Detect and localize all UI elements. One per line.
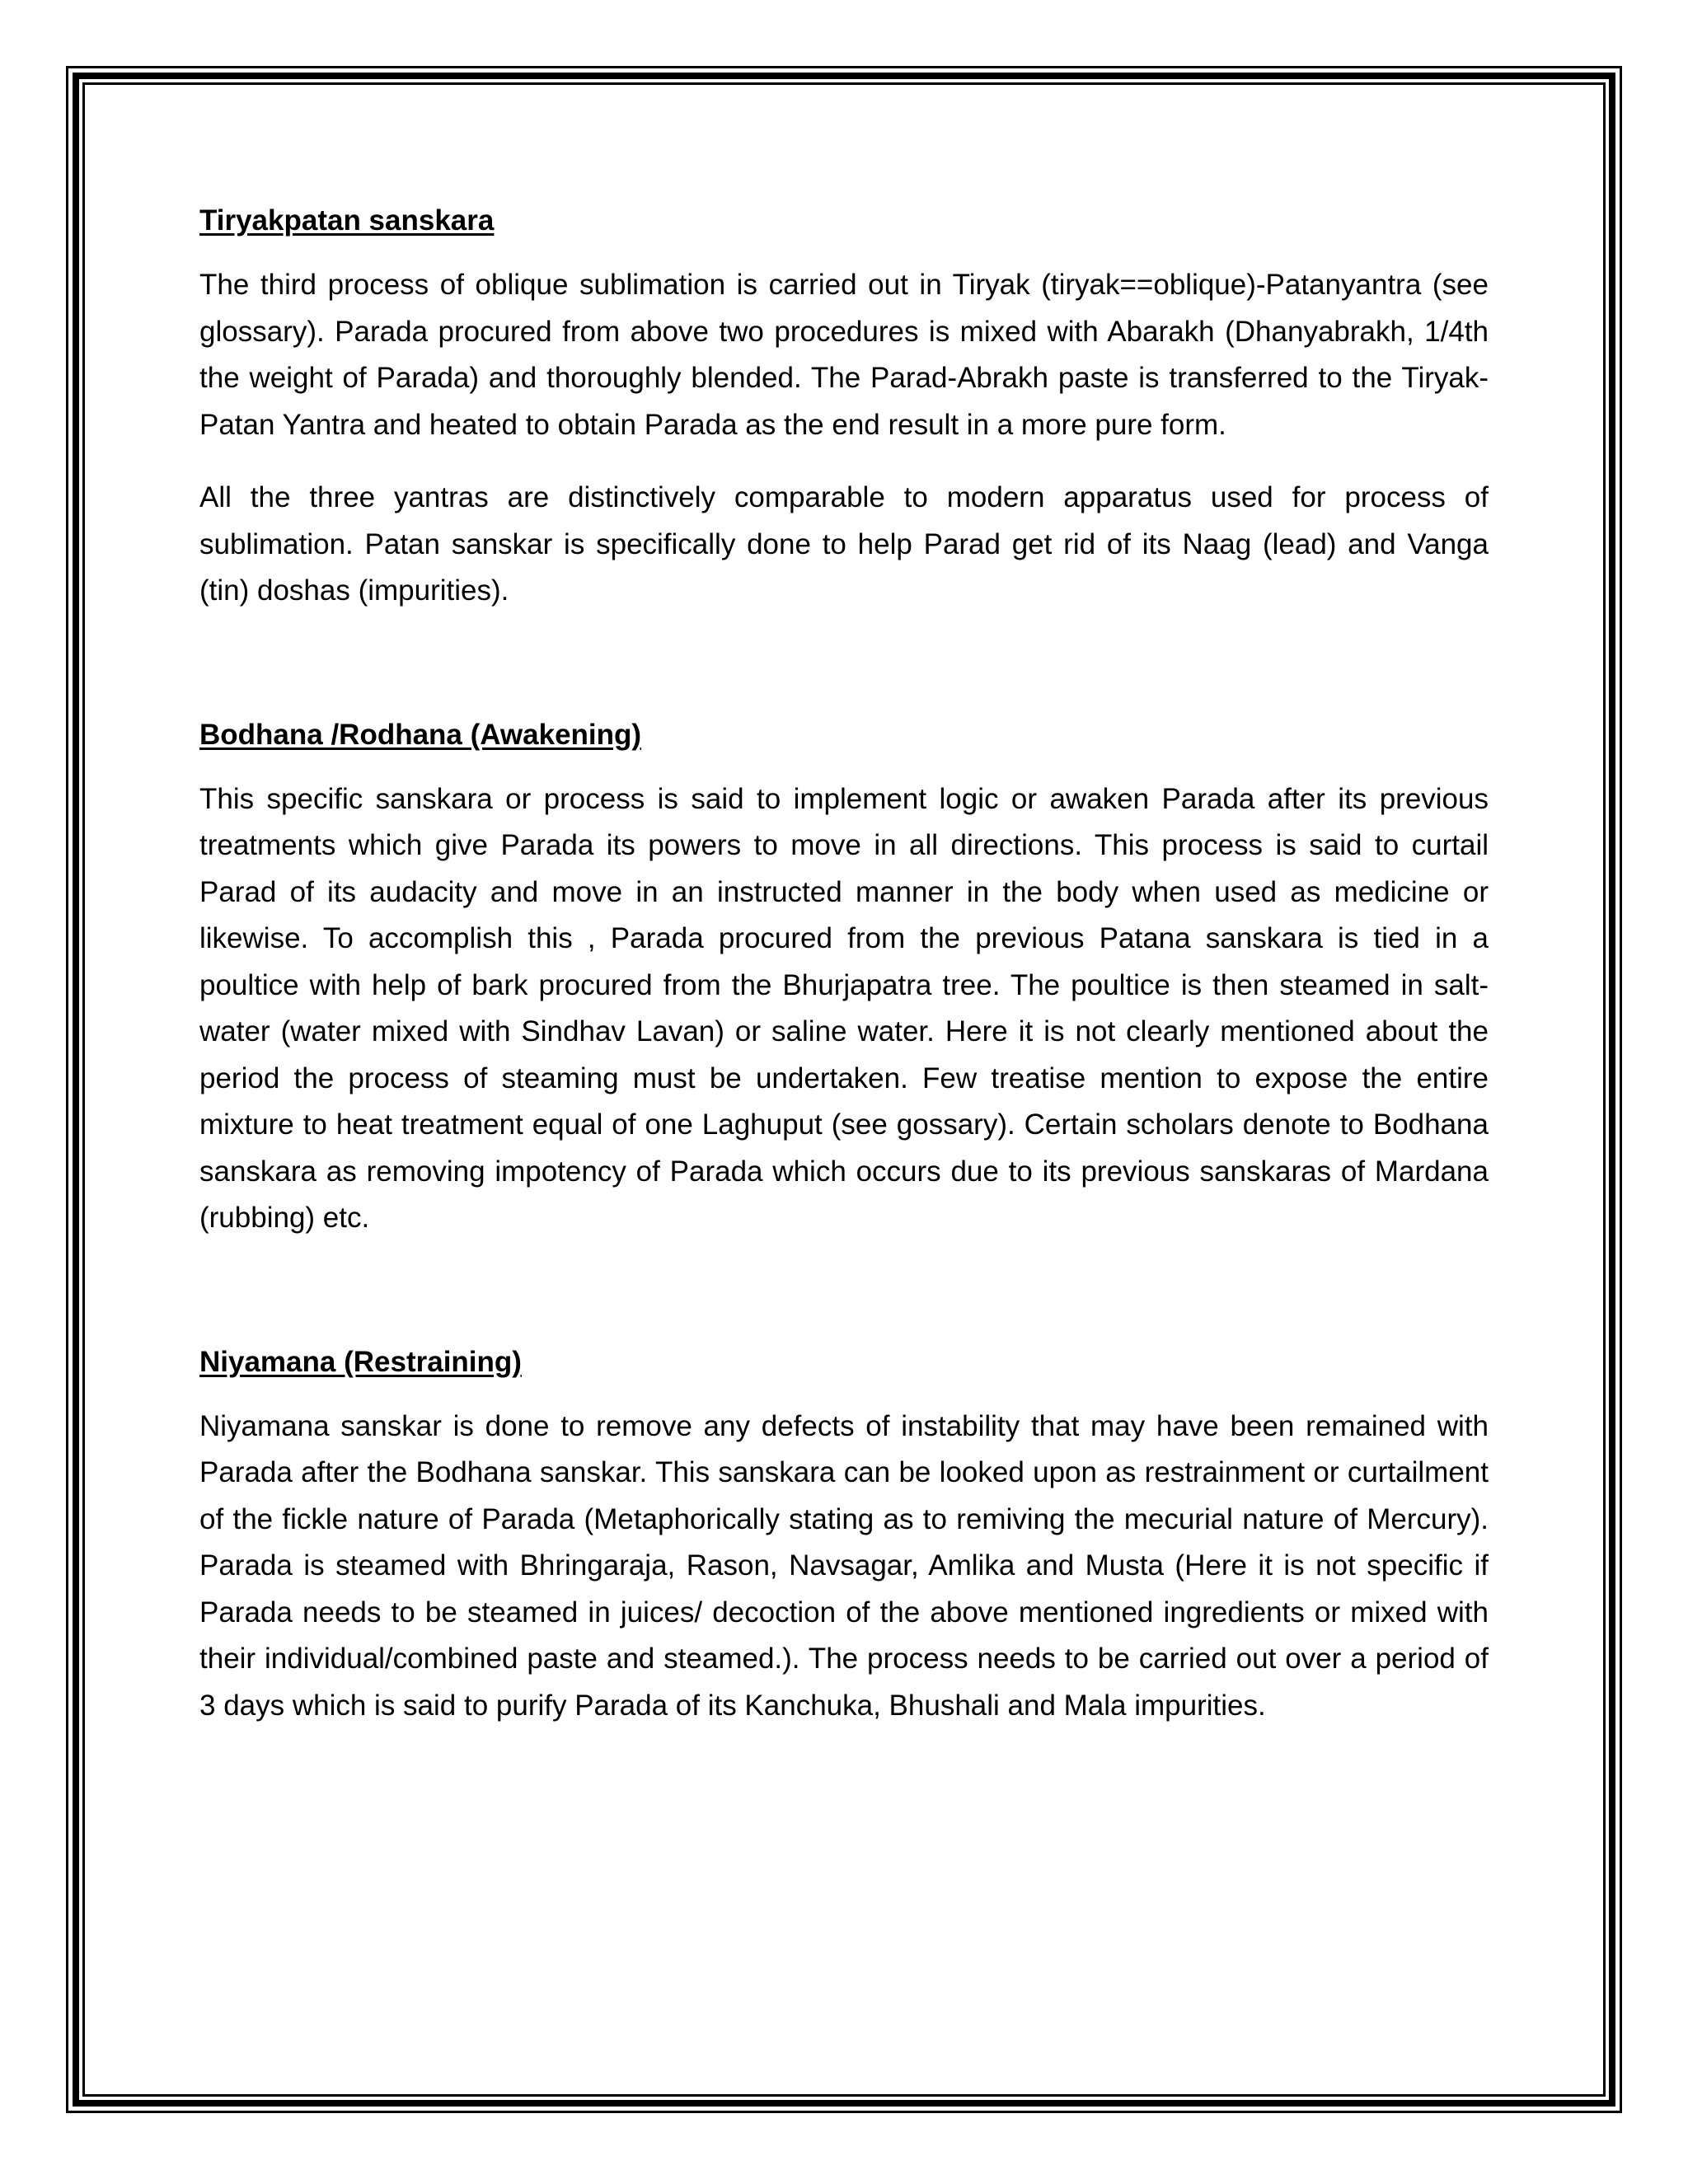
document-body — [199, 198, 1489, 1755]
paragraph: This specific sanskara or process is said to implement logic or awaken Parada after its previous treatments which give Parada its powers to move in all directions. This process is said to curtail Parad of its audacity and move in an instructed manner in the body when used as medicine or likewise. To accomplish this , Parada procured from the previous Patana sanskara is tied in a poultice with help of bark procured from the Bhurjapatra tree. The poultice is then steamed in salt-water (water mixed with Sindhav Lavan) or saline water. Here it is not clearly mentioned about the period the process of steaming must be undertaken. Few treatise mention to expose the entire mixture to heat treatment equal of one Laghuput (see gossary). Certain scholars denote to Bodhana sanskara as removing impotency of Parada which occurs due to its previous sanskaras of Mardana (rubbing) etc. — [199, 782, 1489, 1234]
section-heading: Bodhana /Rodhana (Awakening) — [199, 718, 642, 751]
paragraph: The third process of oblique sublimation is carried out in Tiryak (tiryak==oblique)-Patanyantra (see glossary). Parada procured from above two procedures is mixed with Abarakh (Dhanyabrakh, 1/4th the weight of Parada) and thoroughly blended. The Parad-Abrakh paste is transferred to the Tiryak-Patan Yantra and heated to obtain Parada as the end result in a more pure form. — [199, 269, 1489, 441]
section-tiryakpatan — [199, 198, 1489, 615]
section-bodhana — [199, 712, 1489, 1242]
section-heading: Tiryakpatan sanskara — [199, 204, 495, 237]
section-heading: Niyamana (Restraining) — [199, 1345, 522, 1378]
paragraph: Niyamana sanskar is done to remove any defects of instability that may have been remained with Parada after the Bodhana sanskar. This sanskara can be looked upon as restrainment or curtailment of the fickle nature of Parada (Metaphorically stating as to remiving the mecurial nature of Mercury). Parada is steamed with Bhringaraja, Rason, Navsagar, Amlika and Musta (Here it is not specific if Parada needs to be steamed in juices/ decoction of the above mentioned ingredients or mixed with their individual/combined paste and steamed.). The process needs to be carried out over a period of 3 days which is said to purify Parada of its Kanchuka, Bhushali and Mala impurities. — [199, 1409, 1489, 1722]
section-niyamana — [199, 1339, 1489, 1730]
paragraph: All the three yantras are distinctively comparable to modern apparatus used for process of sublimation. Patan sanskar is specifically done to help Parad get rid of its Naag (lead) and Vanga (tin) doshas (impurities). — [199, 481, 1489, 607]
